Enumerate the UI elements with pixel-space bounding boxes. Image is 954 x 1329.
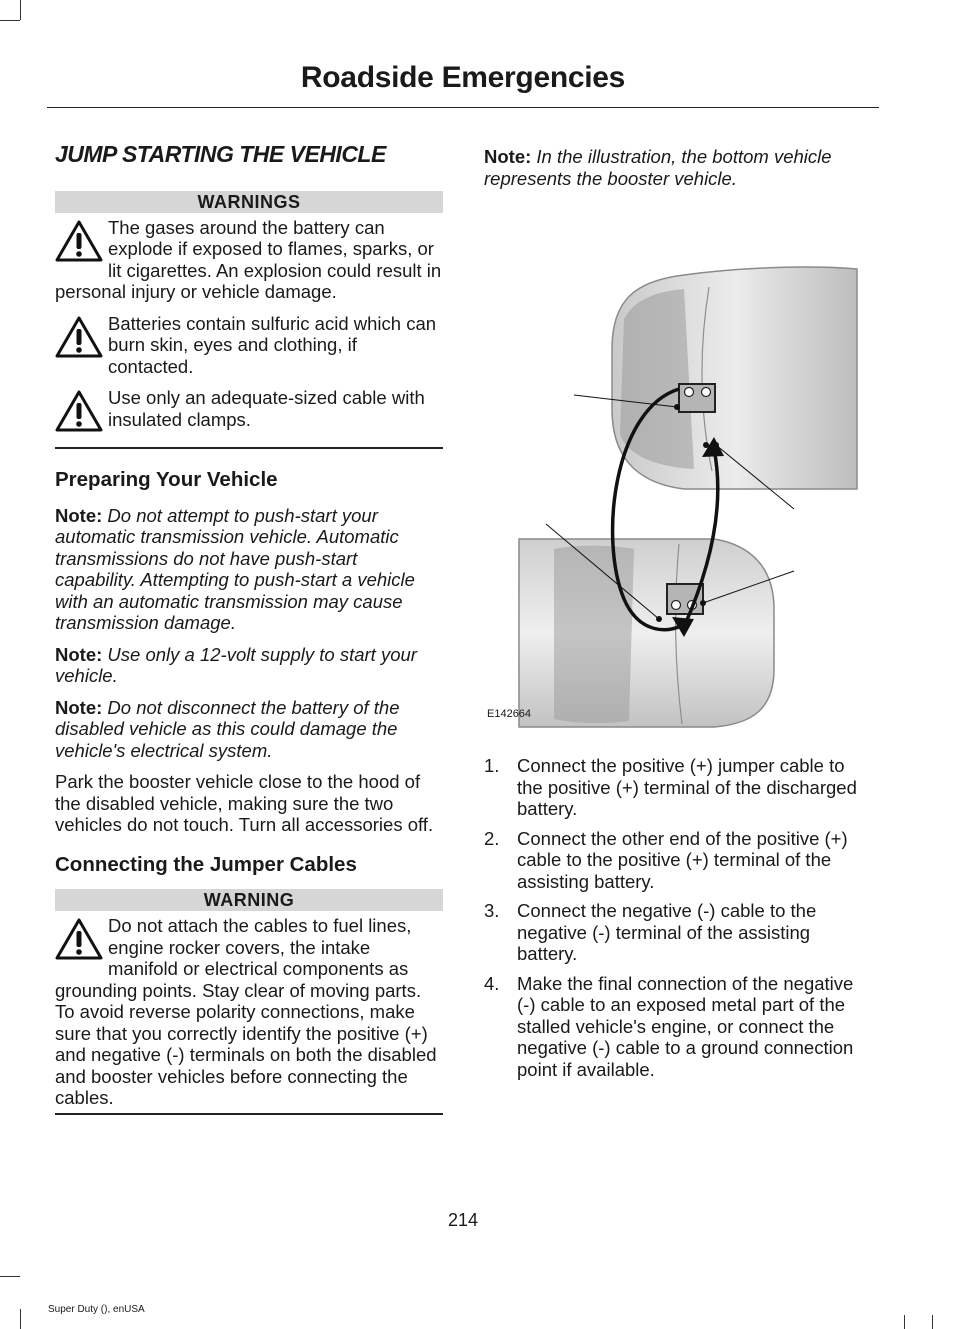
footer-text: Super Duty (), enUSA bbox=[48, 1304, 145, 1315]
note-label: Note: bbox=[55, 696, 103, 718]
step-number: 4. bbox=[484, 972, 500, 994]
step-number: 2. bbox=[484, 827, 500, 849]
step-text: Connect the positive (+) jumper cable to the positive (+) terminal of the discharged battery. bbox=[517, 755, 857, 819]
note-label: Note: bbox=[55, 504, 103, 526]
list-item bbox=[484, 900, 874, 965]
warning-item bbox=[55, 217, 443, 303]
note-paragraph bbox=[55, 644, 443, 687]
note-text: In the illustration, the bottom vehicle represents the booster vehicle. bbox=[484, 146, 832, 189]
connecting-heading: Connecting the Jumper Cables bbox=[55, 852, 357, 876]
page-header bbox=[47, 55, 879, 108]
preparing-heading: Preparing Your Vehicle bbox=[55, 468, 278, 491]
crop-mark bbox=[20, 0, 21, 20]
note-text: Use only a 12-volt supply to start your vehicle. bbox=[55, 643, 417, 686]
list-item bbox=[484, 755, 874, 820]
left-column bbox=[55, 141, 443, 1135]
figure-code: E142664 bbox=[487, 708, 532, 720]
note-label: Note: bbox=[484, 146, 532, 167]
note-text: Do not attempt to push-start your automatic transmission vehicle. Automatic transmissions do not have push-start capability. Attempting to push-start a vehicle with an automatic transmission may cause transmission damage. bbox=[55, 504, 415, 633]
warnings-box bbox=[55, 191, 443, 450]
step-number: 1. bbox=[484, 755, 500, 776]
note-paragraph bbox=[55, 505, 443, 634]
note-label: Note: bbox=[55, 643, 103, 665]
note-paragraph bbox=[484, 146, 874, 189]
step-number: 3. bbox=[484, 900, 500, 921]
warning-item bbox=[55, 387, 443, 433]
page-title: Roadside Emergencies bbox=[300, 61, 626, 94]
right-column bbox=[484, 146, 874, 1088]
warning-box bbox=[55, 889, 443, 1115]
warning-text: Do not attach the cables to fuel lines, engine rocker covers, the intake manifold or electrical components as grounding points. Stay clear of moving parts. To avoid reverse polarity connections, make sure that you correctly identify the positive (+) and negative (-) terminals on both the disabled and booster vehicles before connecting the cables. bbox=[55, 915, 437, 1108]
list-item bbox=[484, 973, 874, 1081]
warning-item bbox=[55, 313, 443, 378]
crop-mark bbox=[904, 1315, 905, 1329]
crop-mark bbox=[20, 1309, 21, 1329]
windshield bbox=[620, 289, 694, 469]
jump-start-illustration bbox=[484, 209, 874, 729]
warning-text: Use only an adequate-sized cable with insulated clamps. bbox=[108, 387, 425, 430]
note-paragraph bbox=[55, 697, 443, 762]
vehicles-diagram bbox=[484, 209, 874, 729]
warning-heading: WARNING bbox=[55, 889, 443, 911]
crop-mark bbox=[0, 20, 20, 21]
section-title: JUMP STARTING THE VEHICLE bbox=[55, 141, 386, 167]
step-text: Connect the negative (-) cable to the negative (-) terminal of the assisting battery. bbox=[517, 900, 817, 964]
warning-triangle-icon bbox=[55, 917, 103, 961]
note-text: Do not disconnect the battery of the disabled vehicle as this could damage the vehicle's electrical system. bbox=[55, 696, 400, 761]
steps-list bbox=[484, 755, 874, 1080]
crop-mark bbox=[932, 1315, 933, 1329]
disabled-battery-icon bbox=[679, 384, 715, 412]
warning-triangle-icon bbox=[55, 219, 103, 263]
warning-triangle-icon bbox=[55, 315, 103, 359]
body-paragraph: Park the booster vehicle close to the hood of the disabled vehicle, making sure the two vehicles do not touch. Turn all accessories off. bbox=[55, 771, 434, 835]
warning-text: The gases around the battery can explode if exposed to flames, sparks, or lit cigarettes. An explosion could result in personal injury or vehicle damage. bbox=[55, 216, 442, 302]
crop-mark bbox=[0, 1276, 20, 1277]
warnings-heading: WARNINGS bbox=[55, 191, 443, 213]
page-number: 214 bbox=[447, 1210, 479, 1230]
list-item bbox=[484, 828, 874, 893]
step-text: Make the final connection of the negative (-) cable to an exposed metal part of the stalled vehicle's engine, or connect the negative (-) cable to a ground connection point if available. bbox=[517, 972, 854, 1080]
warning-item bbox=[55, 915, 443, 1109]
windshield bbox=[554, 546, 634, 723]
warning-triangle-icon bbox=[55, 389, 103, 433]
step-text: Connect the other end of the positive (+) cable to the positive (+) terminal of the assisting battery. bbox=[517, 827, 848, 892]
warning-text: Batteries contain sulfuric acid which can burn skin, eyes and clothing, if contacted. bbox=[108, 312, 437, 377]
